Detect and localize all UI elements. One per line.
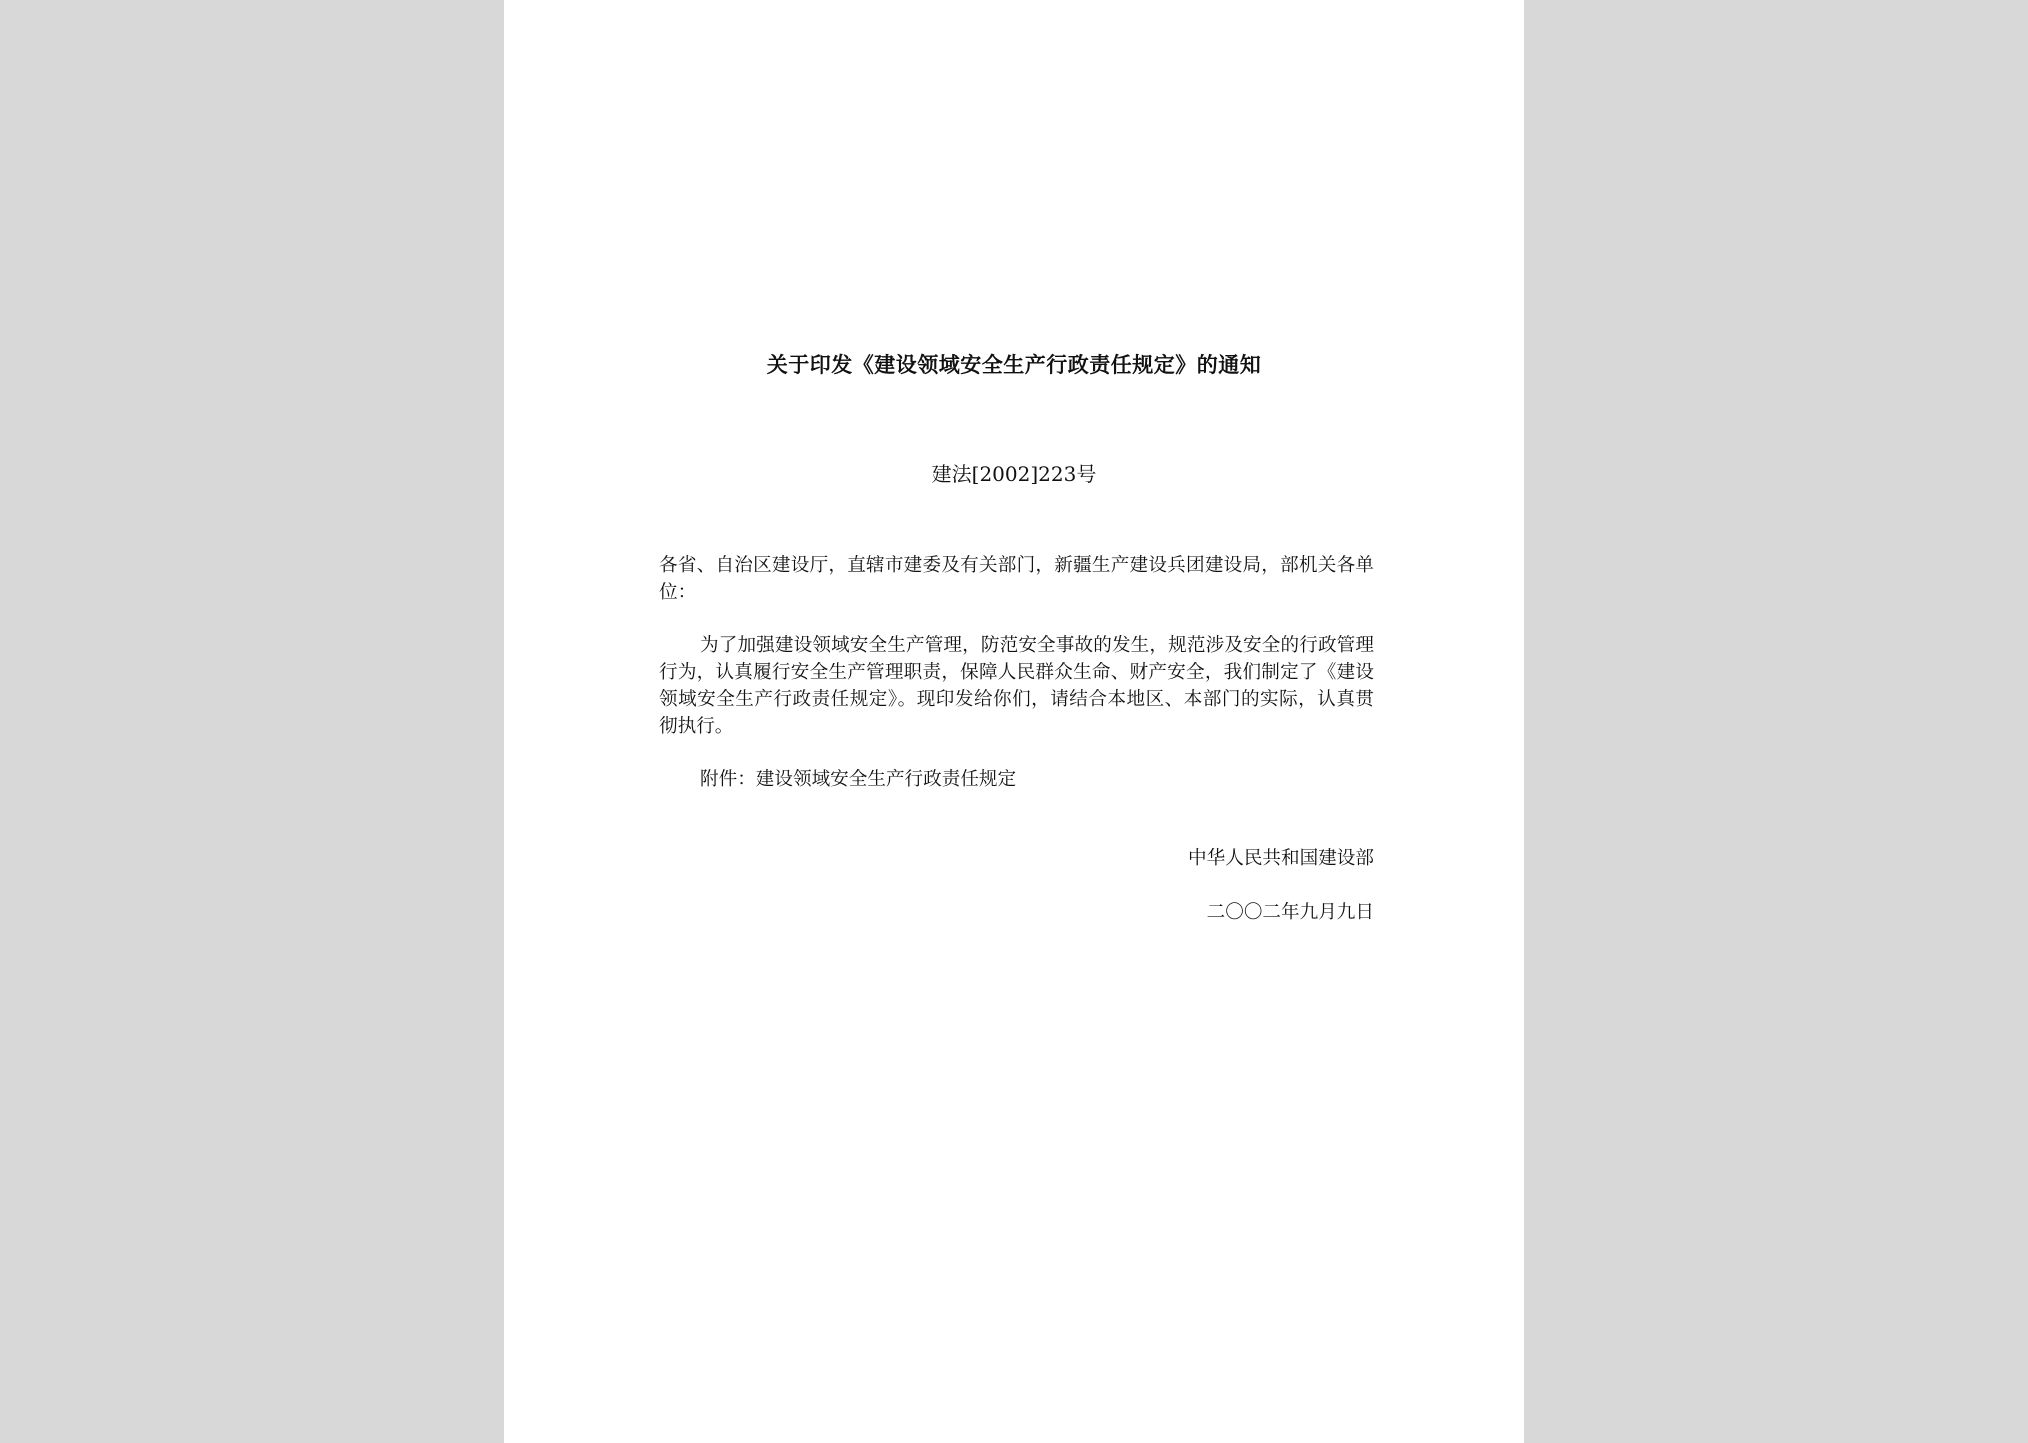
document-page <box>504 0 1524 1443</box>
body-paragraph: 为了加强建设领域安全生产管理，防范安全事故的发生，规范涉及安全的行政管理行为，认真履行安全生产管理职责，保障人民群众生命、财产安全，我们制定了《建设领域安全生产行政责任规定》。现印发给你们，请结合本地区、本部门的实际，认真贯彻执行。 <box>659 635 1374 737</box>
addressee: 各省、自治区建设厅，直辖市建委及有关部门，新疆生产建设兵团建设局，部机关各单位： <box>659 555 1374 603</box>
attachment-line: 附件：建设领域安全生产行政责任规定 <box>700 769 1017 790</box>
document-title: 关于印发《建设领域安全生产行政责任规定》的通知 <box>766 352 1262 377</box>
document-number: 建法[2002]223号 <box>931 462 1097 486</box>
issuer-signature: 中华人民共和国建设部 <box>1188 848 1374 869</box>
issue-date: 二〇〇二年九月九日 <box>1206 902 1374 923</box>
